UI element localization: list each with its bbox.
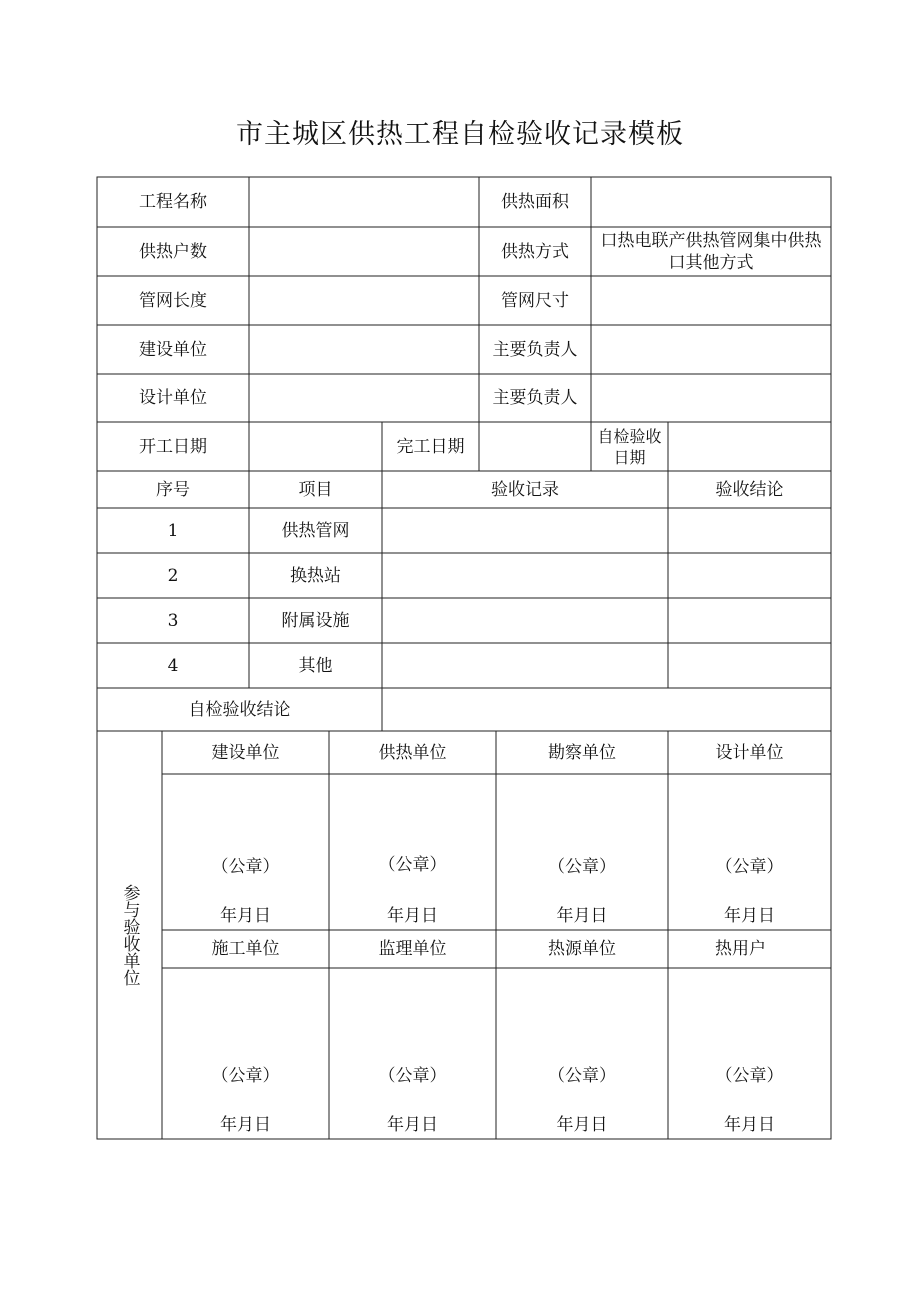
header-record: 验收记录 [491, 479, 559, 500]
unit-design: 设计单位 [715, 742, 784, 763]
input-self-check-date[interactable] [668, 422, 831, 471]
row-3-no: 3 [167, 610, 179, 631]
label-project-name: 工程名称 [139, 192, 207, 212]
row-1-item: 供热管网 [281, 520, 350, 541]
label-start-date: 开工日期 [139, 436, 207, 457]
input-self-check-conclusion[interactable] [382, 688, 831, 731]
date-6: 年月日 [387, 1115, 438, 1135]
input-pipe-length[interactable] [249, 276, 479, 325]
header-conclusion: 验收结论 [715, 479, 784, 500]
label-pipe-length: 管网长度 [139, 290, 207, 311]
header-no: 序号 [156, 479, 190, 500]
row-3-record[interactable] [382, 598, 668, 643]
date-1: 年月日 [220, 906, 271, 926]
input-completion-date[interactable] [479, 422, 591, 471]
page-title: 市主城区供热工程自检验收记录模板 [236, 119, 684, 150]
unit-supervision: 监理单位 [378, 939, 447, 959]
label-design-unit: 设计单位 [139, 388, 207, 408]
input-households[interactable] [249, 227, 479, 276]
input-main-responsible-1[interactable] [591, 325, 831, 374]
label-main-responsible-2: 主要负责人 [492, 388, 578, 408]
input-project-name[interactable] [249, 177, 479, 227]
label-heating-method: 供热方式 [501, 241, 569, 262]
date-5: 年月日 [220, 1115, 271, 1135]
row-1-no: 1 [167, 520, 179, 541]
seal-8: （公章） [715, 1066, 784, 1086]
row-2-conclusion[interactable] [668, 553, 831, 598]
label-construction-unit: 建设单位 [139, 339, 207, 360]
row-1-conclusion[interactable] [668, 508, 831, 553]
row-1-record[interactable] [382, 508, 668, 553]
participants-side-label: 参与验收单位 [119, 884, 140, 986]
input-start-date[interactable] [249, 422, 382, 471]
label-self-check-conclusion: 自检验收结论 [188, 699, 291, 720]
label-self-check-date: 自检验收日期 [597, 426, 662, 467]
row-2-item: 换热站 [290, 565, 341, 586]
header-item: 项目 [298, 479, 333, 500]
input-pipe-size[interactable] [591, 276, 831, 325]
label-households: 供热户数 [139, 241, 207, 262]
input-main-responsible-2[interactable] [591, 374, 831, 422]
seal-7: （公章） [548, 1066, 616, 1086]
seal-4: （公章） [715, 857, 784, 877]
date-2: 年月日 [387, 906, 438, 926]
date-7: 年月日 [556, 1115, 608, 1135]
label-main-responsible-1: 主要负责人 [492, 339, 578, 360]
unit-construction: 建设单位 [211, 742, 280, 763]
input-heating-area[interactable] [591, 177, 831, 227]
label-heating-area: 供热面积 [501, 192, 569, 212]
unit-heat-user: 热用户 [715, 939, 766, 959]
row-2-record[interactable] [382, 553, 668, 598]
row-2-no: 2 [167, 565, 179, 586]
seal-3: （公章） [548, 857, 616, 877]
unit-heating-supply: 供热单位 [378, 742, 447, 763]
seal-6: （公章） [378, 1066, 447, 1086]
label-pipe-size: 管网尺寸 [501, 290, 569, 311]
date-3: 年月日 [556, 906, 608, 926]
row-4-item: 其他 [298, 655, 333, 676]
input-construction-unit[interactable] [249, 325, 479, 374]
date-8: 年月日 [724, 1115, 775, 1135]
seal-1: （公章） [211, 857, 280, 877]
row-4-record[interactable] [382, 643, 668, 688]
row-3-conclusion[interactable] [668, 598, 831, 643]
date-4: 年月日 [724, 906, 775, 926]
heating-method-options[interactable]: 口热电联产供热管网集中供热口其他方式 [600, 230, 822, 273]
unit-survey: 勘察单位 [548, 742, 616, 763]
seal-2: （公章） [378, 855, 447, 875]
row-4-no: 4 [167, 655, 179, 676]
input-design-unit[interactable] [249, 374, 479, 422]
label-completion-date: 完工日期 [396, 436, 465, 457]
row-3-item: 附属设施 [281, 610, 350, 631]
unit-construction-contractor: 施工单位 [211, 939, 280, 959]
seal-5: （公章） [211, 1066, 280, 1086]
unit-heat-source: 热源单位 [548, 939, 616, 959]
row-4-conclusion[interactable] [668, 643, 831, 688]
